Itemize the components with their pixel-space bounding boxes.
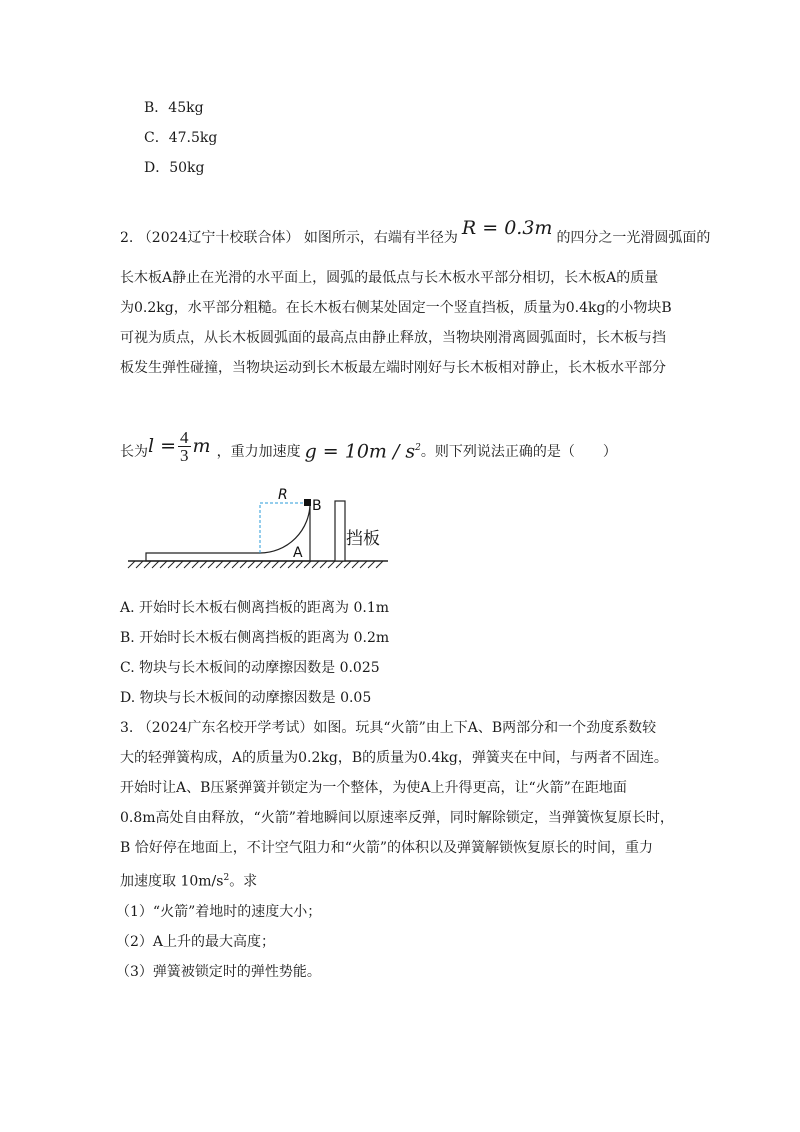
q2-line-3: 为0.2kg，水平部分粗糙。在长木板右侧某处固定一个竖直挡板，质量为0.4kg的小物块B xyxy=(120,300,672,316)
q2-option-a: A. 开始时长木板右侧离挡板的距离为 0.1m xyxy=(120,600,390,616)
q3-sub-question-2: （2）A上升的最大高度； xyxy=(116,934,276,950)
q2-option-d: D. 物块与长木板间的动摩擦因数是 0.05 xyxy=(120,690,372,706)
q2-line-1 xyxy=(120,217,711,248)
q2-line-4: 可视为质点，从长木板圆弧面的最高点由静止释放，当物块刚滑离圆弧面时，长木板与挡 xyxy=(120,330,666,346)
label-b: B xyxy=(312,498,322,514)
q3-line-6-suffix: 。求 xyxy=(229,873,258,890)
q2-gravity-exponent: 2 xyxy=(415,443,421,454)
q2-line-1-prefix: 2. （2024辽宁十校联合体） 如图所示，右端有半径为 xyxy=(120,230,458,246)
q2-length-variable: l = xyxy=(148,435,177,457)
q2-option-b: B. 开始时长木板右侧离挡板的距离为 0.2m xyxy=(120,630,390,646)
q2-line-1-suffix: 的四分之一光滑圆弧面的 xyxy=(556,230,711,246)
q3-line-2: 大的轻弹簧构成，A的质量为0.2kg，B的质量为0.4kg，弹簧夹在中间，与两者不固连。 xyxy=(120,750,668,766)
q3-sub-question-1: （1）“火箭”着地时的速度大小； xyxy=(116,904,322,920)
q2-length-fraction xyxy=(178,429,191,464)
q3-line-6-prefix: 加速度取 10m/s xyxy=(120,873,224,890)
q2-line-6-mid: ，重力加速度 xyxy=(216,444,301,460)
q2-line-5: 板发生弹性碰撞，当物块运动到长木板最左端时刚好与长木板相对静止，长木板水平部分 xyxy=(120,360,666,376)
q2-radius-equation: R = 0.3m xyxy=(461,217,553,239)
q2-gravity-base: g = 10m / s xyxy=(304,440,416,463)
q3-line-4: 0.8m高处自由释放，“火箭”着地瞬间以原速率反弹，同时解除锁定，当弹簧恢复原长时， xyxy=(120,810,674,826)
q2-line-6 xyxy=(120,424,617,468)
q2-line-6-prefix: 长为 xyxy=(120,444,148,460)
q3-sub-question-3: （3）弹簧被锁定时的弹性势能。 xyxy=(116,964,321,980)
q1-option-d: D．50kg xyxy=(144,160,205,176)
long-board-a xyxy=(146,503,310,561)
q3-line-6-exponent: 2 xyxy=(223,873,230,883)
label-r: R xyxy=(278,487,288,503)
q3-line-3: 开始时让A、B压紧弹簧并锁定为一个整体，为使A上升得更高，让“火箭”在距地面 xyxy=(120,780,627,796)
q1-option-c: C．47.5kg xyxy=(144,130,218,146)
q2-option-c: C. 物块与长木板间的动摩擦因数是 0.025 xyxy=(120,660,380,676)
q2-length-denominator: 3 xyxy=(180,445,189,465)
baffle-wall xyxy=(335,501,345,561)
q2-line-2: 长木板A静止在光滑的水平面上，圆弧的最低点与长木板水平部分相切，长木板A的质量 xyxy=(120,270,659,286)
q1-option-b: B．45kg xyxy=(144,100,204,116)
label-a: A xyxy=(293,545,303,561)
ground-hatch xyxy=(128,561,383,568)
q2-length-numerator: 4 xyxy=(180,427,189,447)
q2-gravity-equation xyxy=(305,438,421,461)
block-b xyxy=(304,499,311,506)
label-wall: 挡板 xyxy=(346,529,380,549)
q2-figure xyxy=(120,482,410,572)
q3-line-1: 3. （2024广东名校开学考试）如图。玩具“火箭”由上下A、B两部分和一个劲度系数较 xyxy=(120,720,657,736)
q2-length-unit: m xyxy=(192,435,211,457)
q3-line-5: B 恰好停在地面上，不计空气阻力和“火箭”的体积以及弹簧解锁恢复原长的时间，重力 xyxy=(120,840,654,856)
q3-line-6 xyxy=(120,868,257,892)
q2-line-6-suffix: 。则下列说法正确的是（ ） xyxy=(420,444,617,460)
